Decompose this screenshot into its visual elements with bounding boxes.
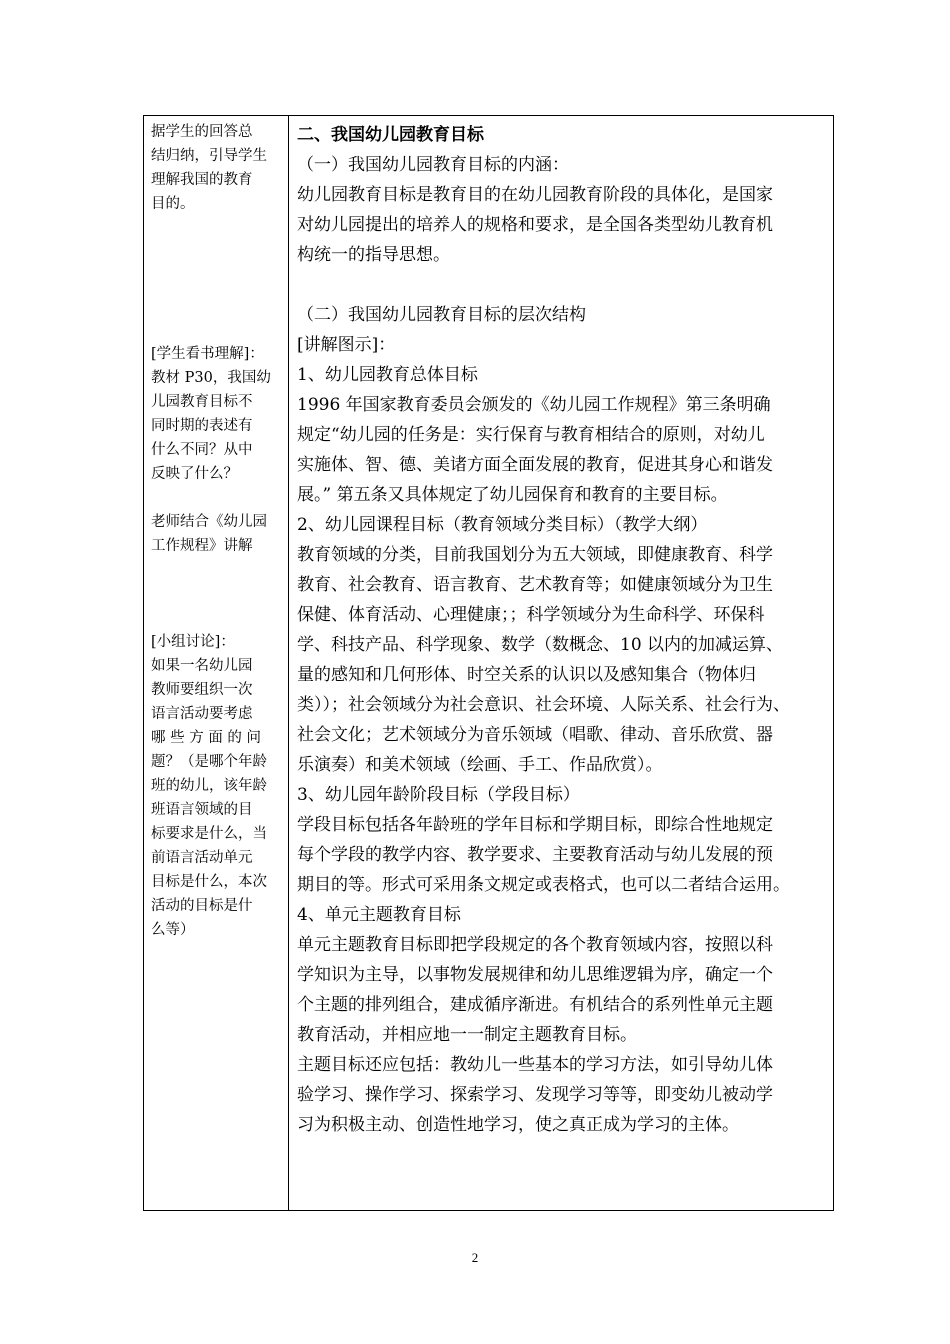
teaching-activity-column — [151, 120, 285, 942]
text-line: 二、我国幼儿园教育目标 — [297, 125, 484, 145]
text-line: 教育活动，并相应地一一制定主题教育目标。 — [297, 1025, 637, 1045]
text-line: 类））；社会领域分为社会意识、社会环境、人际关系、社会行为、 — [297, 695, 790, 715]
text-line: 量的感知和几何形体、时空关系的认识以及感知集合（物体归 — [297, 665, 756, 685]
text-line: 工作规程》讲解 — [151, 538, 253, 554]
text-line: 展。” 第五条又具体规定了幼儿园保育和教育的主要目标。 — [297, 485, 728, 505]
text-line: 活动的目标是什 — [151, 898, 253, 914]
text-line: 哪 些 方 面 的 问 — [151, 730, 262, 746]
text-line: 4、单元主题教育目标 — [297, 905, 461, 925]
text-line: 老师结合《幼儿园 — [151, 514, 267, 530]
text-line: 2、幼儿园课程目标（教育领域分类目标）（教学大纲） — [297, 515, 708, 535]
left-block-reading — [151, 342, 285, 486]
text-line: 理解我国的教育 — [151, 172, 253, 188]
text-line: 儿园教育目标不 — [151, 394, 253, 410]
text-line: 语言活动要考虑 — [151, 706, 253, 722]
text-line: 教师要组织一次 — [151, 682, 253, 698]
text-line: 保健、体育活动、心理健康；；科学领域分为生命科学、环保科 — [297, 605, 765, 625]
text-line: 班语言领域的目 — [151, 802, 253, 818]
text-line: 幼儿园教育目标是教育目的在幼儿园教育阶段的具体化，是国家 — [297, 185, 773, 205]
text-line: 题？（是哪个年龄 — [151, 754, 267, 770]
text-line: 学、科技产品、科学现象、数学（数概念、10 以内的加减运算、 — [297, 635, 784, 655]
text-line: [小组讨论]： — [151, 634, 235, 650]
text-line: 反映了什么？ — [151, 466, 238, 482]
text-line: 么等） — [151, 922, 195, 938]
text-line: 标要求是什么，当 — [151, 826, 267, 842]
text-line: 期目的等。形式可采用条文规定或表格式，也可以二者结合运用。 — [297, 875, 790, 895]
right-block-structure — [297, 300, 827, 1140]
section-heading — [297, 120, 827, 150]
text-line: 主题目标还应包括：教幼儿一些基本的学习方法，如引导幼儿体 — [297, 1055, 773, 1075]
text-line: 教育、社会教育、语言教育、艺术教育等；如健康领域分为卫生 — [297, 575, 773, 595]
text-line: 单元主题教育目标即把学段规定的各个教育领域内容，按照以科 — [297, 935, 773, 955]
text-line: 教育领域的分类，目前我国划分为五大领域，即健康教育、科学 — [297, 545, 773, 565]
left-block-discussion — [151, 630, 285, 942]
left-block-summary — [151, 120, 285, 216]
text-line: 据学生的回答总 — [151, 124, 253, 140]
text-line: 学知识为主导，以事物发展规律和幼儿思维逻辑为序，确定一个 — [297, 965, 773, 985]
text-line: （二）我国幼儿园教育目标的层次结构 — [297, 305, 586, 325]
text-line: 习为积极主动、创造性地学习，使之真正成为学习的主体。 — [297, 1115, 739, 1135]
text-line: 结归纳，引导学生 — [151, 148, 267, 164]
text-line: 构统一的指导思想。 — [297, 245, 450, 265]
text-line: 1、幼儿园教育总体目标 — [297, 365, 478, 385]
column-divider — [288, 116, 289, 1210]
text-line: 个主题的排列组合，建成循序渐进。有机结合的系列性单元主题 — [297, 995, 773, 1015]
text-line: 目标是什么，本次 — [151, 874, 267, 890]
right-block-connotation — [297, 150, 827, 270]
content-column — [297, 120, 827, 1140]
text-line: 实施体、智、德、美诸方面全面发展的教育，促进其身心和谐发 — [297, 455, 773, 475]
left-block-lecture — [151, 510, 285, 558]
page-number: 2 — [471, 1250, 479, 1265]
text-line: 如果一名幼儿园 — [151, 658, 253, 674]
text-line: 目的。 — [151, 196, 195, 212]
text-line: 前语言活动单元 — [151, 850, 253, 866]
lesson-table — [143, 115, 834, 1211]
text-line: 教材 P30，我国幼 — [151, 370, 271, 386]
text-line: [讲解图示]： — [297, 335, 396, 355]
text-line: 乐演奏）和美术领域（绘画、手工、作品欣赏）。 — [297, 755, 663, 775]
text-line: 班的幼儿，该年龄 — [151, 778, 267, 794]
text-line: 规定“幼儿园的任务是：实行保育与教育相结合的原则，对幼儿 — [297, 425, 765, 445]
text-line: 同时期的表述有 — [151, 418, 253, 434]
text-line: 社会文化；艺术领域分为音乐领域（唱歌、律动、音乐欣赏、器 — [297, 725, 773, 745]
text-line: （一）我国幼儿园教育目标的内涵： — [297, 155, 569, 175]
text-line: [学生看书理解]： — [151, 346, 264, 362]
text-line: 学段目标包括各年龄班的学年目标和学期目标，即综合性地规定 — [297, 815, 773, 835]
text-line: 验学习、操作学习、探索学习、发现学习等等，即变幼儿被动学 — [297, 1085, 773, 1105]
text-line: 什么不同？从中 — [151, 442, 253, 458]
text-line: 3、幼儿园年龄阶段目标（学段目标） — [297, 785, 580, 805]
text-line: 1996 年国家教育委员会颁发的《幼儿园工作规程》第三条明确 — [297, 395, 771, 415]
text-line: 每个学段的教学内容、教学要求、主要教育活动与幼儿发展的预 — [297, 845, 773, 865]
text-line: 对幼儿园提出的培养人的规格和要求，是全国各类型幼儿教育机 — [297, 215, 773, 235]
